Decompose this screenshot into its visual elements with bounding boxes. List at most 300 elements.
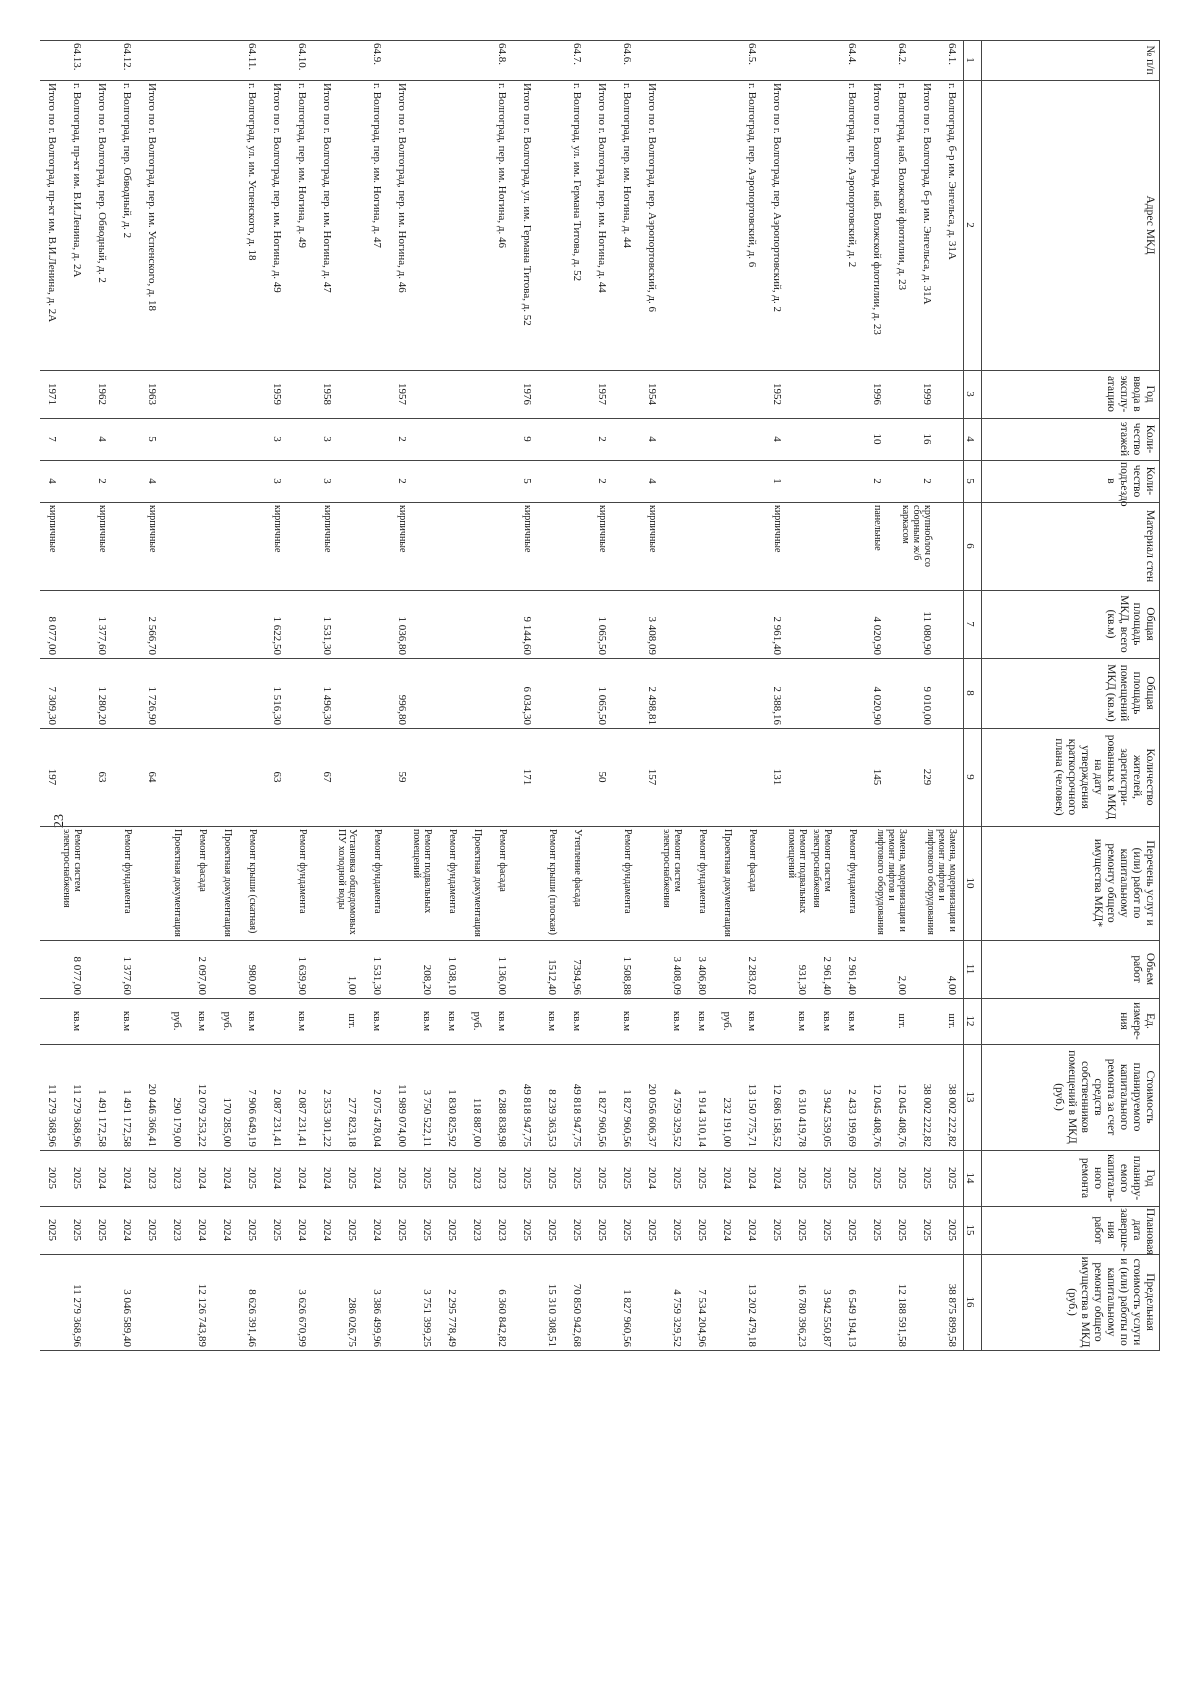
cell-fl: 10 [871, 433, 883, 445]
cell-lim: 4 759 329,52 [671, 1289, 683, 1347]
table-row [283, 40, 308, 1630]
cell-addr: г. Волгоград, пер. им. Ногина, д. 49 [296, 83, 308, 249]
cell-ent: 3 [321, 478, 333, 484]
cell-lim: 3 386 499,96 [371, 1289, 383, 1347]
column-header: Коли-чество этажей [1118, 421, 1156, 457]
cell-pd: 2025 [621, 1219, 633, 1241]
column-number: 9 [964, 774, 976, 780]
cell-work: Ремонт систем электроснабжения [661, 829, 683, 908]
column-number: 3 [964, 391, 976, 397]
cell-lim: 8 626 391,46 [246, 1289, 258, 1347]
cell-no: 64.1. [946, 43, 958, 65]
cell-pd: 2024 [721, 1219, 733, 1241]
cell-lim: 12 126 743,89 [196, 1283, 208, 1347]
cell-unit: кв.м [296, 1010, 308, 1032]
cell-no: 64.9. [371, 43, 383, 65]
cell-pd: 2024 [296, 1219, 308, 1241]
cell-addr: г. Волгоград, пер. им. Ногина, д. 46 [496, 83, 508, 249]
cell-no: 64.8. [496, 43, 508, 65]
cell-pd: 2025 [871, 1219, 883, 1241]
cell-work: Ремонт фундамента [697, 829, 708, 914]
column-number: 5 [964, 478, 976, 484]
cell-unit: кв.м [421, 1010, 433, 1032]
cell-ent: 5 [521, 478, 533, 484]
cell-work: Ремонт фундамента [447, 829, 458, 914]
column-number: 7 [964, 621, 976, 627]
column-number: 4 [964, 436, 976, 442]
cell-lim: 3 626 670,99 [296, 1289, 308, 1347]
table-row [158, 40, 183, 1630]
table-row [33, 40, 58, 1630]
cell-cost: 12 045 408,76 [896, 1083, 908, 1147]
cell-py: 2025 [396, 1167, 408, 1189]
cell-ent: 2 [596, 478, 608, 484]
table-row [333, 40, 358, 1630]
cell-lim: 70 850 942,68 [571, 1283, 583, 1347]
cell-unit: шт. [946, 1013, 958, 1029]
cell-work: Ремонт фундамента [372, 829, 383, 914]
table-row [108, 40, 133, 1630]
cell-vol: 7394,96 [571, 959, 583, 995]
cell-parea: 1 516,30 [271, 686, 283, 725]
table-row [608, 40, 633, 1630]
cell-work: Ремонт подвальных помещений [786, 829, 808, 914]
table-row [758, 40, 783, 1630]
cell-py: 2025 [896, 1167, 908, 1189]
cell-cost: 170 285,00 [221, 1097, 233, 1147]
cell-cost: 118 887,00 [471, 1097, 483, 1147]
cell-year: 1999 [921, 383, 933, 405]
cell-vol: 3 408,09 [671, 956, 683, 995]
cell-area: 4 020,90 [871, 616, 883, 655]
cell-no: 64.7. [571, 43, 583, 65]
cell-area: 1 377,60 [96, 616, 108, 655]
cell-ent: 4 [46, 478, 58, 484]
cell-cost: 6 288 838,98 [496, 1089, 508, 1147]
column-number: 6 [964, 543, 976, 549]
cell-py: 2025 [346, 1167, 358, 1189]
cell-area: 2 961,40 [771, 616, 783, 655]
cell-work: Ремонт фундамента [122, 829, 133, 914]
cell-pd: 2025 [771, 1219, 783, 1241]
cell-mat: кирпичные [322, 505, 333, 553]
table-row [783, 40, 808, 1630]
cell-addr: Итого по г. Волгоград, ул. им. Германа Титова, д. 52 [521, 83, 533, 326]
cell-pd: 2025 [71, 1219, 83, 1241]
cell-py: 2025 [546, 1167, 558, 1189]
cell-no: 64.12. [121, 43, 133, 71]
table-row [708, 40, 733, 1630]
cell-lim: 7 534 204,96 [696, 1289, 708, 1347]
cell-addr: г. Волгоград, пер. им. Ногина, д. 47 [371, 83, 383, 249]
cell-pd: 2025 [571, 1219, 583, 1241]
cell-vol: 4,00 [946, 975, 958, 995]
cell-py: 2024 [321, 1167, 333, 1189]
cell-ent: 2 [96, 478, 108, 484]
cell-fl: 7 [46, 436, 58, 442]
page-number: 23 [52, 814, 67, 828]
cell-parea: 4 020,90 [871, 686, 883, 725]
cell-pd: 2025 [696, 1219, 708, 1241]
cell-cost: 277 823,18 [346, 1097, 358, 1147]
cell-mat: кирпичные [272, 505, 283, 553]
cell-lim: 6 360 842,82 [496, 1289, 508, 1347]
cell-vol: 3 406,80 [696, 956, 708, 995]
cell-cost: 13 150 775,71 [746, 1083, 758, 1147]
cell-cost: 20 446 366,41 [146, 1083, 158, 1147]
cell-lim: 13 202 479,18 [746, 1283, 758, 1347]
cell-no: 64.11. [246, 43, 258, 71]
cell-addr: г. Волгоград, б-р им. Энгельса, д. 31А [946, 83, 958, 260]
table-row [808, 40, 833, 1630]
column-header: Год планиру-емого капиталь-ного ремонта [1079, 1154, 1156, 1202]
cell-year: 1971 [46, 383, 58, 405]
table-row [483, 40, 508, 1630]
cell-unit: кв.м [546, 1010, 558, 1032]
cell-work: Ремонт фасада [747, 829, 758, 892]
cell-py: 2024 [721, 1167, 733, 1189]
cell-area: 1 531,30 [321, 616, 333, 655]
cell-py: 2024 [96, 1167, 108, 1189]
cell-addr: Итого по г. Волгоград, пер. Обводный, д. 2 [96, 83, 108, 283]
cell-addr: Итого по г. Волгоград, пер. им. Ногина, д. 47 [321, 83, 333, 293]
cell-unit: кв.м [746, 1010, 758, 1032]
cell-vol: 2 283,02 [746, 956, 758, 995]
cell-py: 2024 [771, 1167, 783, 1189]
cell-lim: 11 279 368,96 [71, 1284, 83, 1347]
cell-cost: 11 989 074,00 [396, 1084, 408, 1147]
cell-py: 2025 [521, 1167, 533, 1189]
cell-cost: 49 818 947,75 [521, 1083, 533, 1147]
cell-lim: 286 026,75 [346, 1297, 358, 1347]
cell-unit: кв.м [496, 1010, 508, 1032]
cell-addr: г. Волгоград, наб. Волжской флотилии, д. 23 [896, 83, 908, 291]
column-header: Материал стен [1144, 509, 1156, 583]
cell-cost: 232 191,00 [721, 1097, 733, 1147]
header-rule [1159, 40, 1160, 1350]
cell-addr: Итого по г. Волгоград, пер. Аэропортовский, д. 6 [646, 83, 658, 312]
cell-work: Ремонт крыши (плоская) [547, 829, 558, 935]
column-header: Плановая дата заверше-ния работ [1092, 1208, 1156, 1255]
header-rule [981, 40, 982, 1350]
cell-pd: 2025 [446, 1219, 458, 1241]
cell-cost: 4 759 329,52 [671, 1089, 683, 1147]
table-row [583, 40, 608, 1630]
column-number: 1 [964, 57, 976, 63]
cell-vol: 1512,40 [546, 959, 558, 995]
cell-cost: 12 045 408,76 [871, 1083, 883, 1147]
table-row [683, 40, 708, 1630]
cell-unit: кв.м [246, 1010, 258, 1032]
cell-addr: Итого по г. Волгоград, б-р им. Энгельса, д. 31А [921, 83, 933, 305]
cell-year: 1957 [596, 383, 608, 405]
cell-work: Установка общедомовых ПУ холодной воды [336, 829, 358, 935]
cell-mat: кирпичные [147, 505, 158, 553]
cell-fl: 9 [521, 436, 533, 442]
cell-area: 9 144,60 [521, 616, 533, 655]
cell-fl: 3 [271, 436, 283, 442]
cell-vol: 1,00 [346, 975, 358, 995]
cell-unit: кв.м [821, 1010, 833, 1032]
cell-ent: 4 [146, 478, 158, 484]
cell-ent: 1 [771, 478, 783, 484]
cell-py: 2024 [746, 1167, 758, 1189]
table-row [208, 40, 233, 1630]
cell-addr: г. Волгоград, ул. им. Успенского, д. 18 [246, 83, 258, 261]
cell-addr: г. Волгоград, пер. Аэропортовский, д. 6 [746, 83, 758, 268]
cell-unit: кв.м [371, 1010, 383, 1032]
cell-unit: руб. [171, 1011, 183, 1031]
cell-ent: 2 [871, 478, 883, 484]
table-row [183, 40, 208, 1630]
cell-pd: 2024 [746, 1219, 758, 1241]
column-header: Объем работ [1131, 952, 1156, 986]
table-row [858, 40, 883, 1630]
cell-res: 59 [396, 771, 408, 783]
column-number: 10 [964, 877, 976, 889]
cell-lim: 12 188 591,58 [896, 1283, 908, 1347]
cell-lim: 3 046 589,40 [121, 1289, 133, 1347]
cell-cost: 38 002 222,82 [921, 1083, 933, 1147]
cell-py: 2025 [571, 1167, 583, 1189]
cell-py: 2023 [496, 1167, 508, 1189]
cell-py: 2024 [646, 1167, 658, 1189]
cell-no: 64.4. [846, 43, 858, 65]
cell-res: 145 [871, 768, 883, 786]
cell-pd: 2025 [246, 1219, 258, 1241]
cell-cost: 2 353 301,22 [321, 1089, 333, 1147]
cell-res: 197 [46, 768, 58, 786]
cell-pd: 2025 [421, 1219, 433, 1241]
table-row [508, 40, 533, 1630]
table-row [233, 40, 258, 1630]
cell-unit: кв.м [446, 1010, 458, 1032]
cell-unit: кв.м [571, 1010, 583, 1032]
cell-area: 8 077,00 [46, 616, 58, 655]
cell-lim: 2 295 778,49 [446, 1289, 458, 1347]
cell-cost: 11 279 368,96 [46, 1084, 58, 1147]
cell-py: 2025 [946, 1167, 958, 1189]
cell-fl: 3 [321, 436, 333, 442]
cell-py: 2025 [621, 1167, 633, 1189]
cell-pd: 2025 [596, 1219, 608, 1241]
cell-unit: кв.м [196, 1010, 208, 1032]
table-row [533, 40, 558, 1630]
cell-pd: 2024 [196, 1219, 208, 1241]
cell-pd: 2023 [496, 1219, 508, 1241]
cell-addr: Итого по г. Волгоград, пр-кт им. В.И.Ленина, д. 2А [46, 83, 58, 323]
cell-addr: Итого по г. Волгоград, пер. Аэропортовский, д. 2 [771, 83, 783, 312]
cell-mat: кирпичные [647, 505, 658, 553]
cell-unit: шт. [346, 1013, 358, 1029]
cell-pd: 2024 [221, 1219, 233, 1241]
cell-ent: 3 [271, 478, 283, 484]
column-header: Предельная стоимость услуги и (или) работы по капитальному ремонту общего имущества в МКД (руб.) [1066, 1256, 1156, 1348]
cell-unit: кв.м [121, 1010, 133, 1032]
cell-pd: 2025 [396, 1219, 408, 1241]
cell-py: 2025 [421, 1167, 433, 1189]
cell-py: 2024 [221, 1167, 233, 1189]
cell-lim: 1 827 960,56 [621, 1289, 633, 1347]
cell-mat: кирпичные [47, 505, 58, 553]
cell-unit: кв.м [846, 1010, 858, 1032]
cell-py: 2024 [121, 1167, 133, 1189]
cell-cost: 290 179,00 [171, 1097, 183, 1147]
cell-cost: 3 942 539,05 [821, 1089, 833, 1147]
table-row [83, 40, 108, 1630]
cell-vol: 8 077,00 [71, 956, 83, 995]
cell-fl: 4 [771, 436, 783, 442]
cell-pd: 2025 [796, 1219, 808, 1241]
cell-mat: панельные [872, 505, 883, 551]
cell-cost: 12 079 253,22 [196, 1083, 208, 1147]
cell-cost: 11 279 368,96 [71, 1084, 83, 1147]
cell-year: 1957 [396, 383, 408, 405]
cell-year: 1959 [271, 383, 283, 405]
cell-ent: 2 [921, 478, 933, 484]
cell-pd: 2025 [271, 1219, 283, 1241]
table-row [383, 40, 408, 1630]
table-row [458, 40, 483, 1630]
cell-py: 2025 [596, 1167, 608, 1189]
cell-addr: Итого по г. Волгоград, пер. им. Ногина, д. 44 [596, 83, 608, 293]
cell-addr: Итого по г. Волгоград, пер. им. Ногина, д. 46 [396, 83, 408, 293]
cell-vol: 931,30 [796, 964, 808, 995]
cell-addr: г. Волгоград, пр-кт им. В.И.Ленина, д. 2А [71, 83, 83, 278]
column-header: Стоимость планируемого капитального ремонта за счет средств собственников помещений в МКД (руб.) [1053, 1050, 1156, 1144]
cell-py: 2025 [846, 1167, 858, 1189]
cell-mat: кирпичные [97, 505, 108, 553]
cell-cost: 20 056 606,37 [646, 1083, 658, 1147]
cell-res: 64 [146, 771, 158, 783]
cell-work: Утепление фасада [572, 829, 583, 907]
cell-py: 2025 [671, 1167, 683, 1189]
cell-lim: 3 751 399,25 [421, 1289, 433, 1347]
cell-pd: 2025 [896, 1219, 908, 1241]
cell-vol: 208,20 [421, 964, 433, 995]
cell-no: 64.5. [746, 43, 758, 65]
cell-vol: 2 961,40 [846, 956, 858, 995]
cell-area: 1 065,50 [596, 616, 608, 655]
cell-cost: 1 827 960,56 [596, 1089, 608, 1147]
column-header: Ед. измере-ния [1118, 1002, 1156, 1040]
cell-pd: 2024 [321, 1219, 333, 1241]
cell-pd: 2025 [96, 1219, 108, 1241]
cell-parea: 1 065,50 [596, 686, 608, 725]
table-row [133, 40, 158, 1630]
cell-py: 2025 [871, 1167, 883, 1189]
cell-res: 67 [321, 771, 333, 783]
cell-parea: 2 388,16 [771, 686, 783, 725]
table-row [358, 40, 383, 1630]
cell-cost: 7 906 649,19 [246, 1089, 258, 1147]
cell-fl: 4 [646, 436, 658, 442]
cell-py: 2025 [446, 1167, 458, 1189]
cell-unit: руб. [471, 1011, 483, 1031]
column-number: 2 [964, 222, 976, 228]
cell-fl: 16 [921, 433, 933, 445]
cell-lim: 16 780 396,23 [796, 1283, 808, 1347]
cell-work: Ремонт фундамента [297, 829, 308, 914]
cell-vol: 2,00 [896, 975, 908, 995]
cell-year: 1954 [646, 383, 658, 405]
cell-vol: 1 531,30 [371, 956, 383, 995]
column-number: 14 [964, 1172, 976, 1184]
column-number: 16 [964, 1296, 976, 1308]
table-row [558, 40, 583, 1630]
cell-res: 171 [521, 768, 533, 786]
cell-pd: 2025 [146, 1219, 158, 1241]
cell-work: Ремонт фундамента [847, 829, 858, 914]
column-header: Адрес МКД [1144, 195, 1156, 255]
cell-addr: г. Волгоград, ул. им. Германа Титова, д. 52 [571, 83, 583, 282]
cell-vol: 1 038,10 [446, 956, 458, 995]
column-header: Общая площадь МКД, всего (кв.м) [1105, 595, 1156, 653]
rotated-table-sheet [40, 40, 1160, 1630]
cell-parea: 7 309,30 [46, 686, 58, 725]
table-row [833, 40, 858, 1630]
cell-parea: 9 010,00 [921, 686, 933, 725]
cell-addr: г. Волгоград, пер. им. Ногина, д. 44 [621, 83, 633, 249]
cell-no: 64.13. [71, 43, 83, 71]
cell-cost: 1 491 172,58 [96, 1089, 108, 1147]
cell-lim: 3 942 550,87 [821, 1289, 833, 1347]
cell-res: 50 [596, 771, 608, 783]
register-table [40, 40, 1160, 1630]
cell-addr: г. Волгоград, пер. Обводный, д. 2 [121, 83, 133, 239]
cell-py: 2025 [796, 1167, 808, 1189]
column-header: Перечень услуг и (или) работ по капитальному ремонту общего имущества МКД* [1092, 838, 1156, 928]
cell-year: 1952 [771, 383, 783, 405]
cell-pd: 2024 [121, 1219, 133, 1241]
cell-work: Проектная документация [222, 829, 233, 937]
column-header: Коли-чество подъездо в [1105, 462, 1156, 507]
cell-fl: 2 [396, 436, 408, 442]
cell-py: 2024 [196, 1167, 208, 1189]
cell-unit: кв.м [796, 1010, 808, 1032]
cell-parea: 1 496,30 [321, 686, 333, 725]
cell-pd: 2025 [346, 1219, 358, 1241]
cell-year: 1976 [521, 383, 533, 405]
cell-vol: 1 508,88 [621, 956, 633, 995]
cell-parea: 996,80 [396, 694, 408, 725]
cell-parea: 6 034,30 [521, 686, 533, 725]
cell-area: 11 080,90 [921, 611, 933, 655]
cell-cost: 1 491 172,58 [121, 1089, 133, 1147]
cell-pd: 2023 [471, 1219, 483, 1241]
cell-cost: 1 830 825,92 [446, 1089, 458, 1147]
cell-cost: 8 239 363,53 [546, 1089, 558, 1147]
cell-res: 229 [921, 768, 933, 786]
cell-work: Замена, модернизация и ремонт лифтов и лифтового оборудования [925, 829, 958, 935]
cell-addr: Итого по г. Волгоград, наб. Волжской флотилии, д. 23 [871, 83, 883, 335]
cell-cost: 2 087 231,41 [296, 1089, 308, 1147]
cell-res: 63 [96, 771, 108, 783]
cell-lim: 15 310 308,51 [546, 1283, 558, 1347]
cell-work: Ремонт систем электроснабжения [811, 829, 833, 908]
cell-work: Проектная документация [722, 829, 733, 937]
cell-cost: 2 433 199,69 [846, 1089, 858, 1147]
cell-addr: Итого по г. Волгоград, пер. им. Ногина, д. 49 [271, 83, 283, 293]
cell-addr: г. Волгоград, пер. Аэропортовский, д. 2 [846, 83, 858, 268]
cell-parea: 2 498,81 [646, 686, 658, 725]
cell-cost: 1 914 310,14 [696, 1089, 708, 1147]
column-header: № п/п [1144, 45, 1156, 75]
cell-py: 2025 [46, 1167, 58, 1189]
table-row [58, 40, 83, 1630]
cell-vol: 1 377,60 [121, 956, 133, 995]
cell-unit: кв.м [696, 1010, 708, 1032]
